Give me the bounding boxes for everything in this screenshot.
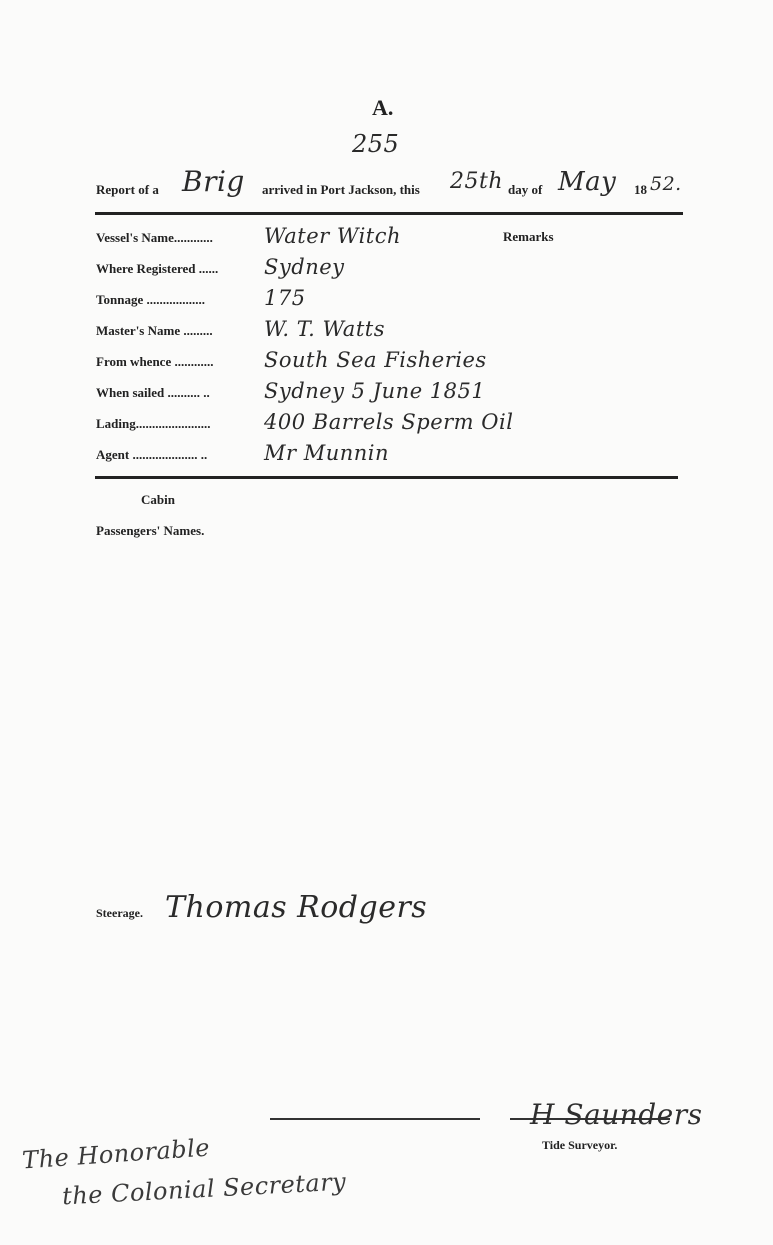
field-where-registered bbox=[96, 255, 656, 283]
field-when-sailed bbox=[96, 379, 656, 407]
field-vessel-name bbox=[96, 224, 656, 252]
surveyor-signature: H Saunders bbox=[530, 1098, 703, 1131]
steerage-label: Steerage. bbox=[96, 906, 143, 920]
field-from-whence bbox=[96, 348, 656, 376]
field-value: Mr Munnin bbox=[264, 441, 390, 465]
field-label: Master's Name ......... bbox=[96, 323, 213, 338]
field-value: 175 bbox=[264, 286, 306, 310]
arrived-text: arrived in Port Jackson, this bbox=[262, 182, 420, 197]
field-value: South Sea Fisheries bbox=[264, 348, 487, 372]
header-rule bbox=[95, 212, 683, 215]
address-line-1: The Honorable bbox=[21, 1133, 211, 1175]
field-value: Sydney bbox=[264, 255, 345, 279]
field-label: Where Registered ...... bbox=[96, 261, 219, 276]
field-value: Water Witch bbox=[264, 224, 402, 248]
arrival-month: May bbox=[558, 167, 617, 197]
fields-rule bbox=[95, 476, 678, 479]
field-master-name bbox=[96, 317, 656, 345]
field-tonnage bbox=[96, 286, 656, 314]
field-value: Sydney 5 June 1851 bbox=[264, 379, 486, 403]
address-line-2: the Colonial Secretary bbox=[61, 1167, 347, 1211]
field-label: Tonnage .................. bbox=[96, 292, 205, 307]
field-label: From whence ............ bbox=[96, 354, 214, 369]
field-label: Lading....................... bbox=[96, 416, 211, 431]
field-lading bbox=[96, 410, 656, 438]
vessel-type: Brig bbox=[182, 165, 245, 198]
field-value: W. T. Watts bbox=[264, 317, 385, 341]
field-label: Vessel's Name............ bbox=[96, 230, 213, 245]
field-label: When sailed .......... .. bbox=[96, 385, 210, 400]
year-printed: 18 bbox=[634, 182, 647, 197]
cabin-label: Cabin bbox=[141, 492, 175, 507]
year-written: 52. bbox=[650, 173, 682, 195]
field-agent bbox=[96, 441, 656, 469]
reference-number: 255 bbox=[352, 130, 400, 158]
form-letter: A. bbox=[372, 95, 394, 120]
surveyor-title: Tide Surveyor. bbox=[542, 1138, 618, 1152]
remarks-label: Remarks bbox=[503, 229, 554, 244]
field-label: Agent .................... .. bbox=[96, 447, 208, 462]
report-prefix: Report of a bbox=[96, 182, 159, 197]
report-heading-line bbox=[96, 165, 686, 205]
field-value: 400 Barrels Sperm Oil bbox=[264, 410, 514, 434]
day-of-text: day of bbox=[508, 182, 543, 197]
signature-line-left bbox=[270, 1118, 480, 1120]
steerage-passenger: Thomas Rodgers bbox=[165, 890, 428, 925]
passengers-label: Passengers' Names. bbox=[96, 523, 205, 538]
arrival-day: 25th bbox=[450, 169, 504, 194]
